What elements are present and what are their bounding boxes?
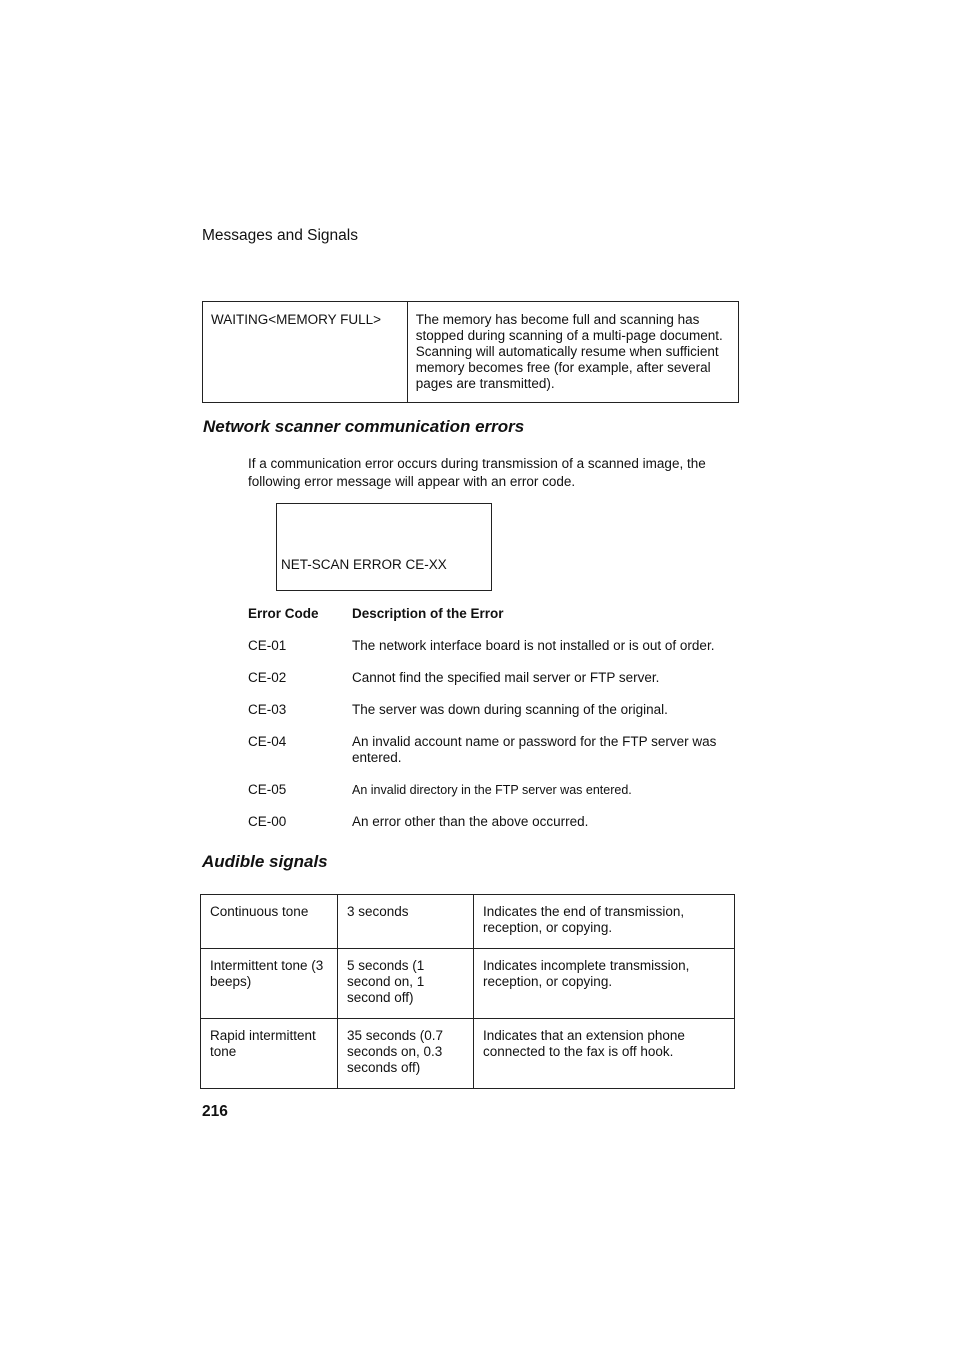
- audible-signals-heading: Audible signals: [202, 852, 328, 871]
- list-item: [248, 814, 743, 830]
- column-header-code: Error Code: [248, 606, 319, 621]
- signal-cell: Continuous tone: [201, 895, 338, 949]
- error-description: An invalid account name or password for the FTP server was entered.: [352, 734, 717, 765]
- error-code-header-row: [248, 606, 743, 622]
- error-code: CE-00: [248, 814, 287, 829]
- list-item: [248, 702, 743, 718]
- signal-cell: Rapid intermittent tone: [201, 1019, 338, 1089]
- list-item: [248, 782, 743, 798]
- network-errors-heading: Network scanner communication errors: [203, 417, 525, 436]
- error-code: CE-01: [248, 638, 287, 653]
- meaning-cell: Indicates the end of transmission, reception, or copying.: [474, 895, 735, 949]
- error-code: CE-03: [248, 702, 287, 717]
- error-description: Cannot find the specified mail server or FTP server.: [352, 670, 660, 685]
- section-header: Messages and Signals: [202, 227, 358, 244]
- error-description: The server was down during scanning of the original.: [352, 702, 668, 717]
- error-code: CE-04: [248, 734, 287, 749]
- meaning-cell: Indicates that an extension phone connected to the fax is off hook.: [474, 1019, 735, 1089]
- error-description: The network interface board is not installed or is out of order.: [352, 638, 715, 653]
- message-cell: WAITING<MEMORY FULL>: [203, 302, 408, 403]
- memory-message-table: [202, 301, 739, 403]
- table-row: [201, 895, 735, 949]
- list-item: [248, 734, 743, 766]
- display-text: NET-SCAN ERROR CE-XX: [281, 557, 447, 572]
- duration-cell: 3 seconds: [338, 895, 474, 949]
- error-code-list: [248, 606, 743, 846]
- list-item: [248, 670, 743, 686]
- audible-signals-table: [200, 894, 735, 1089]
- page-number: 216: [202, 1103, 228, 1120]
- table-row: [201, 949, 735, 1019]
- table-row: [203, 302, 739, 403]
- error-code: CE-02: [248, 670, 287, 685]
- signal-cell: Intermittent tone (3 beeps): [201, 949, 338, 1019]
- meaning-cell: Indicates incomplete transmission, reception, or copying.: [474, 949, 735, 1019]
- table-row: [201, 1019, 735, 1089]
- column-header-description: Description of the Error: [352, 606, 504, 621]
- network-errors-intro: If a communication error occurs during transmission of a scanned image, the following error message will appear with an error code.: [248, 456, 706, 489]
- display-panel: [276, 503, 492, 591]
- duration-cell: 35 seconds (0.7 seconds on, 0.3 seconds off): [338, 1019, 474, 1089]
- error-description: An invalid directory in the FTP server was entered.: [352, 783, 632, 797]
- message-description-cell: The memory has become full and scanning has stopped during scanning of a multi-page document. Scanning will automatically resume when sufficient memory becomes free (for example, after several pages are transmitted).: [407, 302, 738, 403]
- error-code: CE-05: [248, 782, 287, 797]
- list-item: [248, 638, 743, 654]
- error-description: An error other than the above occurred.: [352, 814, 589, 829]
- duration-cell: 5 seconds (1 second on, 1 second off): [338, 949, 474, 1019]
